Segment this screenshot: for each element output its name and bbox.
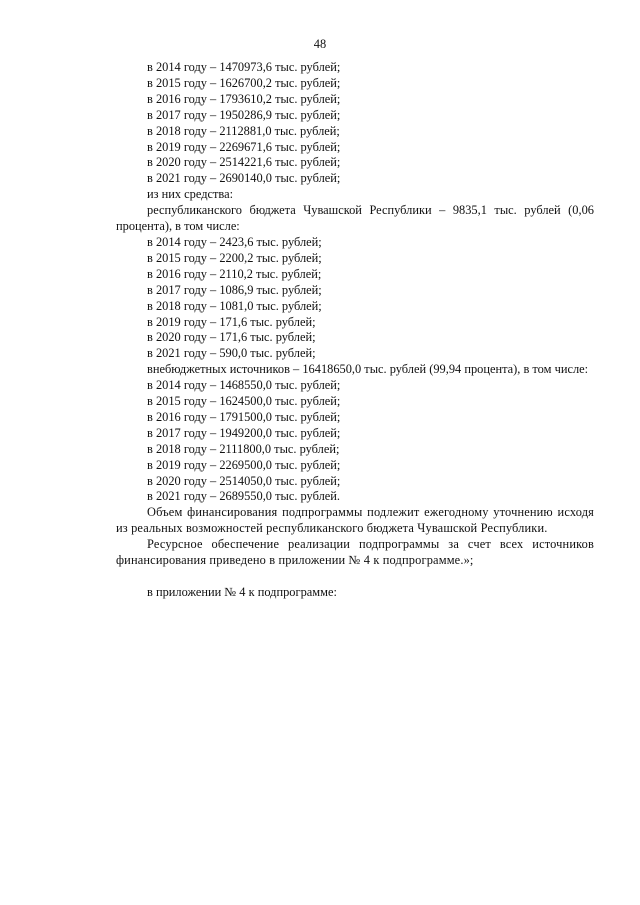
republican-budget-intro: республиканского бюджета Чувашской Республики – 9835,1 тыс. рублей (0,06 процента), в том числе:: [116, 203, 594, 234]
extrabudgetary-year-2019: в 2019 году – 2269500,0 тыс. рублей;: [147, 457, 341, 472]
republican-year-2015: в 2015 году – 2200,2 тыс. рублей;: [147, 250, 322, 265]
refinement-paragraph: Объем финансирования подпрограммы подлежит ежегодному уточнению исходя из реальных возможностей республиканского бюджета Чувашской Республики.: [116, 505, 594, 536]
page-number: 48: [313, 37, 327, 51]
total-year-2018: в 2018 году – 2112881,0 тыс. рублей;: [147, 123, 340, 138]
extrabudgetary-year-2015: в 2015 году – 1624500,0 тыс. рублей;: [147, 394, 341, 409]
resource-support-paragraph: Ресурсное обеспечение реализации подпрограммы за счет всех источников финансирования приведено в приложении № 4 к подпрограмме.»;: [116, 537, 594, 568]
total-year-2014: в 2014 году – 1470973,6 тыс. рублей;: [147, 60, 341, 74]
extrabudgetary-year-2020: в 2020 году – 2514050,0 тыс. рублей;: [147, 473, 341, 488]
extrabudgetary-intro: внебюджетных источников – 16418650,0 тыс. рублей (99,94 процента), в том числе:: [147, 362, 589, 377]
republican-year-2014: в 2014 году – 2423,6 тыс. рублей;: [147, 234, 322, 249]
total-year-2020: в 2020 году – 2514221,6 тыс. рублей;: [147, 155, 341, 170]
republican-year-2021: в 2021 году – 590,0 тыс. рублей;: [147, 346, 316, 361]
total-year-2016: в 2016 году – 1793610,2 тыс. рублей;: [147, 91, 341, 106]
republican-year-2016: в 2016 году – 2110,2 тыс. рублей;: [147, 266, 322, 281]
of-them-label: из них средства:: [147, 187, 234, 202]
republican-budget-list: [116, 235, 594, 362]
republican-year-2019: в 2019 году – 171,6 тыс. рублей;: [147, 314, 316, 329]
extrabudgetary-year-2014: в 2014 году – 1468550,0 тыс. рублей;: [147, 378, 341, 393]
appendix-heading: в приложении № 4 к подпрограмме:: [147, 584, 337, 599]
total-year-2019: в 2019 году – 2269671,6 тыс. рублей;: [147, 139, 341, 154]
republican-year-2018: в 2018 году – 1081,0 тыс. рублей;: [147, 298, 322, 313]
extrabudgetary-year-2018: в 2018 году – 2111800,0 тыс. рублей;: [147, 441, 340, 456]
total-year-2017: в 2017 году – 1950286,9 тыс. рублей;: [147, 107, 341, 122]
document-body: [116, 60, 594, 601]
total-year-2021: в 2021 году – 2690140,0 тыс. рублей;: [147, 171, 341, 186]
extrabudgetary-list: [116, 378, 594, 505]
republican-year-2020: в 2020 году – 171,6 тыс. рублей;: [147, 330, 316, 345]
total-year-2015: в 2015 году – 1626700,2 тыс. рублей;: [147, 75, 341, 90]
republican-year-2017: в 2017 году – 1086,9 тыс. рублей;: [147, 282, 322, 297]
extrabudgetary-year-2021: в 2021 году – 2689550,0 тыс. рублей.: [147, 489, 340, 504]
total-by-year-list: [116, 60, 594, 187]
paragraph-spacer: [116, 569, 594, 585]
extrabudgetary-year-2017: в 2017 году – 1949200,0 тыс. рублей;: [147, 425, 341, 440]
extrabudgetary-year-2016: в 2016 году – 1791500,0 тыс. рублей;: [147, 409, 341, 424]
